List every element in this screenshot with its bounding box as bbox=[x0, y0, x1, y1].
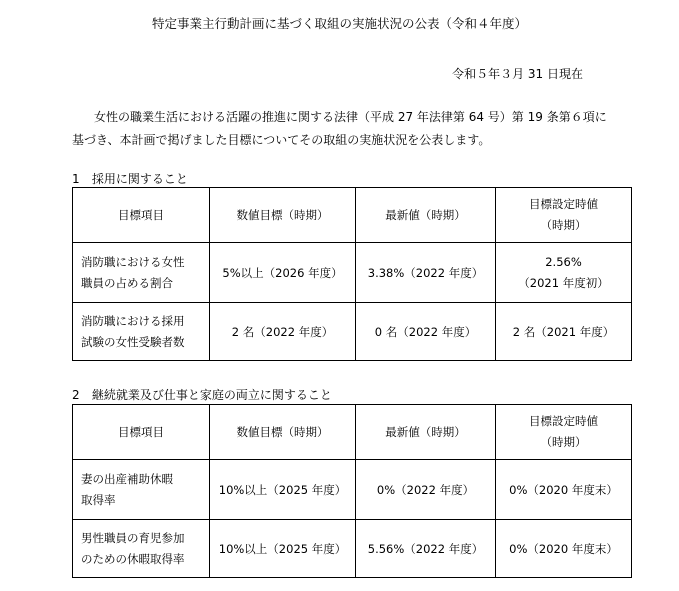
table-row bbox=[73, 520, 632, 578]
header-item: 目標項目 bbox=[73, 405, 210, 460]
row-item bbox=[73, 520, 210, 578]
header-baseline bbox=[496, 188, 632, 243]
section-title: 採用に関すること bbox=[91, 172, 188, 186]
table-row bbox=[73, 460, 632, 520]
row-item bbox=[73, 460, 210, 520]
row-target: 5%以上（2026 年度） bbox=[210, 243, 356, 303]
row-latest: 5.56%（2022 年度） bbox=[356, 520, 496, 578]
row-item-line1: 消防職における採用 bbox=[81, 313, 185, 328]
header-latest: 最新値（時期） bbox=[356, 405, 496, 460]
row-latest: 0%（2022 年度） bbox=[356, 460, 496, 520]
row-baseline: 2 名（2021 年度） bbox=[496, 303, 632, 361]
section-1-heading bbox=[72, 170, 188, 187]
row-item-line2: のための休暇取得率 bbox=[81, 551, 185, 566]
section-title: 継続就業及び仕事と家庭の両立に関すること bbox=[91, 388, 332, 402]
table-header-row bbox=[73, 405, 632, 460]
table-header-row bbox=[73, 188, 632, 243]
row-baseline-line1: 2.56% bbox=[545, 254, 582, 269]
row-item-line1: 消防職における女性 bbox=[81, 254, 185, 269]
header-baseline-line1: 目標設定時値 bbox=[529, 197, 598, 211]
table-row bbox=[73, 243, 632, 303]
intro-line-1: 女性の職業生活における活躍の推進に関する法律（平成 27 年法律第 64 号）第 19 条第６項に bbox=[94, 110, 607, 124]
row-baseline: 0%（2020 年度末） bbox=[496, 460, 632, 520]
header-target: 数値目標（時期） bbox=[210, 188, 356, 243]
row-target: 2 名（2022 年度） bbox=[210, 303, 356, 361]
as-of-date: 令和５年３月 31 日現在 bbox=[452, 67, 583, 81]
row-baseline bbox=[496, 243, 632, 303]
row-item-line2: 試験の女性受験者数 bbox=[81, 334, 185, 349]
row-target: 10%以上（2025 年度） bbox=[210, 520, 356, 578]
row-item bbox=[73, 243, 210, 303]
row-target: 10%以上（2025 年度） bbox=[210, 460, 356, 520]
row-baseline: 0%（2020 年度末） bbox=[496, 520, 632, 578]
section-2-heading bbox=[72, 386, 332, 403]
work-life-balance-table bbox=[72, 404, 632, 578]
section-number: 1 bbox=[72, 172, 80, 186]
header-baseline-line1: 目標設定時値 bbox=[529, 414, 598, 428]
header-baseline-line2: （時期） bbox=[540, 435, 587, 449]
row-latest: 0 名（2022 年度） bbox=[356, 303, 496, 361]
table-row bbox=[73, 303, 632, 361]
row-item-line2: 職員の占める割合 bbox=[81, 275, 173, 290]
page-title: 特定事業主行動計画に基づく取組の実施状況の公表（令和４年度） bbox=[151, 16, 527, 31]
row-item-line2: 取得率 bbox=[81, 492, 116, 507]
row-item bbox=[73, 303, 210, 361]
row-item-line1: 妻の出産補助休暇 bbox=[81, 471, 173, 486]
header-baseline bbox=[496, 405, 632, 460]
section-number: 2 bbox=[72, 388, 80, 402]
row-item-line1: 男性職員の育児参加 bbox=[81, 530, 185, 545]
header-item: 目標項目 bbox=[73, 188, 210, 243]
header-target: 数値目標（時期） bbox=[210, 405, 356, 460]
intro-paragraph bbox=[72, 106, 632, 152]
header-baseline-line2: （時期） bbox=[540, 218, 587, 232]
row-baseline-line2: （2021 年度初） bbox=[518, 275, 609, 290]
recruitment-table bbox=[72, 187, 632, 361]
header-latest: 最新値（時期） bbox=[356, 188, 496, 243]
row-latest: 3.38%（2022 年度） bbox=[356, 243, 496, 303]
intro-line-2: 基づき、本計画で掲げました目標についてその取組の実施状況を公表します。 bbox=[72, 133, 491, 147]
